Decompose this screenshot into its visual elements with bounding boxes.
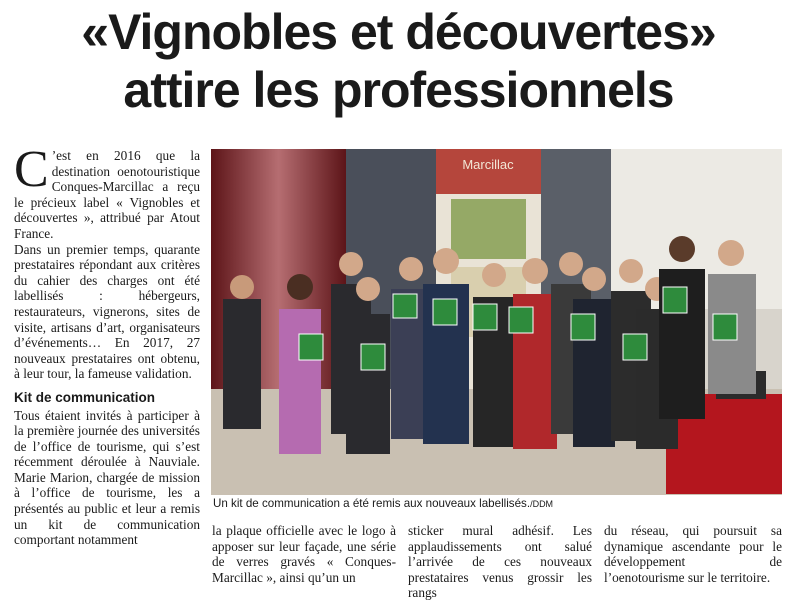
body-paragraph-3: Tous étaient invités à participer à la première journée des universités de l’office de tourisme, qui s’est récemment déroulée à Nauviale. Marie Marion, chargée de mission à l’office de tourisme, les a présentés au public et leur a remis un kit de communication comportant notamment (14, 407, 200, 548)
subheading: Kit de communication (14, 389, 156, 405)
body-paragraph-2: Dans un premier temps, quarante prestataires répondant aux critères du cahier des charges ont été labellisés : hébergeurs, restaurateurs, vignerons, sites de visite, artisans d’art, organisateurs d’événements… En 2017, 27 nouveaux prestataires ont obtenu, à leur tour, la fameuse validation. (14, 241, 200, 382)
headline-line-1: «Vignobles et découvertes» (81, 4, 716, 60)
intro-paragraph (14, 141, 200, 242)
article-column-3: sticker mural adhésif. Les applaudissements ont salué l’arrivée de ces nouveaux prestataires venus grossir les rangs (408, 523, 592, 601)
caption-text: Un kit de communication a été remis aux nouveaux labellisés. (213, 497, 531, 510)
article-column-2: la plaque officielle avec le logo à apposer sur leur façade, une série de verres gravés « Conques-Marcillac », ainsi qu’un un (212, 523, 396, 585)
article-column-4: du réseau, qui poursuit sa dynamique ascendante pour le développement de l’oenotourisme sur le territoire. (604, 523, 782, 585)
photo-credit: /DDM (530, 499, 554, 509)
photo-caption (211, 497, 784, 511)
poster-text: Marcillac (462, 157, 514, 172)
article-left-column (14, 141, 200, 548)
headline-line-2: attire les professionnels (123, 62, 674, 118)
group-photo (211, 149, 782, 495)
photo-illustration (211, 149, 782, 495)
intro-text: ’est en 2016 que la destination oenotouristique Conques-Marcillac a reçu le précieux label « Vignobles et découvertes », attribué par Atout France. (14, 148, 200, 241)
drop-cap: C (14, 141, 49, 198)
